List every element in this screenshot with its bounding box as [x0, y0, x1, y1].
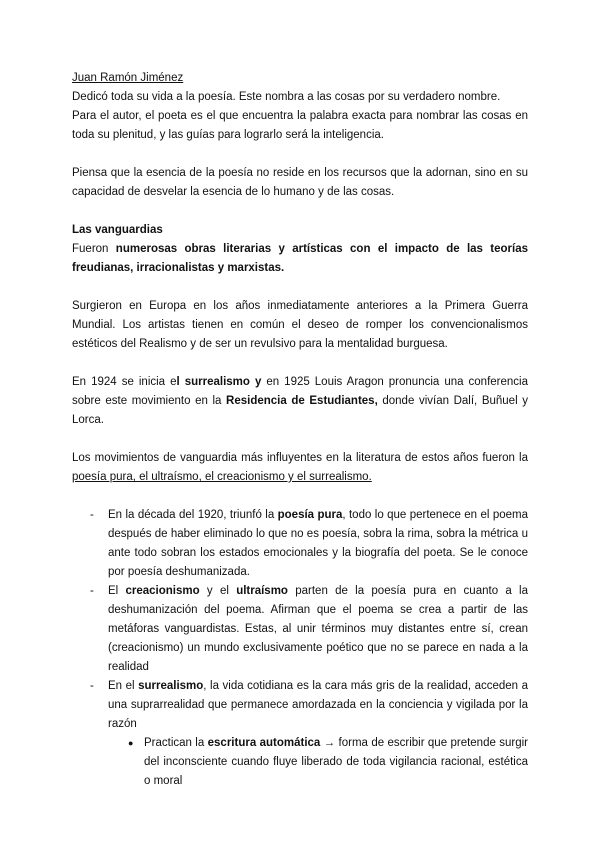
- dash-marker: -: [90, 585, 94, 597]
- paragraph-4: Surgieron en Europa en los años inmediatamente anteriores a la Primera Guerra Mundial. Los artistas tienen en común el deseo de romper los convencionalismos estéticos del Realismo y de ser un revulsivo para la mentalidad burguesa.: [72, 300, 528, 350]
- item2-a: El: [108, 585, 126, 597]
- document-page: [72, 69, 528, 791]
- sub-list-item: [72, 734, 528, 791]
- sub1-b: escritura automática: [207, 737, 321, 749]
- paragraph-6: [72, 449, 528, 487]
- paragraph-1: Dedicó toda su vida a la poesía. Este nombra a las cosas por su verdadero nombre.: [72, 91, 501, 103]
- vanguardias-title: Las vanguardias: [72, 224, 163, 236]
- list-item: [72, 677, 528, 734]
- list-item: [72, 582, 528, 677]
- paragraph-5: [72, 373, 528, 430]
- paragraph-2: Para el autor, el poeta es el que encuentra la palabra exacta para nombrar las cosas en toda su plenitud, y las guías para lograrlo será la inteligencia.: [72, 110, 528, 141]
- item3-b: surrealismo: [138, 680, 204, 692]
- list-item: [72, 506, 528, 582]
- p5-e: donde vivían Dalí, Buñuel y Lorca.: [72, 395, 528, 426]
- movements-list: [72, 506, 528, 734]
- p5-d: Residencia de Estudiantes,: [226, 395, 378, 407]
- paragraph-3: Piensa que la esencia de la poesía no reside en los recursos que la adornan, sino en su capacidad de desvelar la esencia de lo humano y de las cosas.: [72, 167, 528, 198]
- paragraph-vanguardias: [72, 240, 528, 278]
- item3-a: En el: [108, 680, 139, 692]
- p5-b: l surrealismo y: [176, 376, 262, 388]
- p6-underlined: poesía pura, el ultraísmo, el creacionismo y el surrealismo.: [72, 471, 372, 483]
- item1-c: , todo lo que pertenece en el poema después de haber eliminado lo que no es poesía, sobra la rima, sobra la métrica u ante todo sobran los estados emocionales y la biografía del poeta. Se le conoce por poesía deshumanizada.: [108, 509, 528, 578]
- dash-marker: -: [90, 509, 94, 521]
- sub1-a: Practican la: [144, 737, 208, 749]
- dash-marker: -: [90, 680, 94, 692]
- item1-a: En la década del 1920, triunfó la: [108, 509, 278, 521]
- item2-e: parten de la poesía pura en cuanto a la deshumanización del poema. Afirman que el poema se crea a partir de las metáforas vanguardistas. Estas, al unir términos muy distantes entre sí, crean (creacionismo) un mundo exclusivamente poético que no se parece en nada a la realidad: [108, 585, 528, 673]
- heading-text: Juan Ramón Jiménez: [72, 72, 184, 84]
- bullet-dot-icon: ●: [128, 738, 134, 748]
- p5-c: en 1925 Louis Aragon pronuncia una conferencia sobre este movimiento en la: [72, 376, 528, 407]
- item2-d: ultraísmo: [236, 585, 288, 597]
- sub1-c: → forma de escribir que pretende surgir del inconsciente cuando fluye liberado de toda vigilancia racional, estética o moral: [144, 737, 528, 787]
- p5-a: En 1924 se inicia e: [72, 376, 177, 388]
- v1-pre: Fueron: [72, 243, 116, 255]
- p6-a: Los movimientos de vanguardia más influyentes en la literatura de estos años fueron la: [72, 452, 528, 464]
- item3-c: , la vida cotidiana es la cara más gris de la realidad, acceden a una suprarrealidad que permanece amordazada en la conciencia y vigilada por la razón: [108, 680, 528, 730]
- v1-bold: numerosas obras literarias y artísticas con el impacto de las teorías freudianas, irracionalistas y marxistas.: [72, 243, 529, 274]
- sub-list: [72, 734, 528, 791]
- item2-c: y el: [199, 585, 237, 597]
- section-heading-juan-ramon: [72, 69, 528, 88]
- item1-b: poesía pura: [277, 509, 343, 521]
- item2-b: creacionismo: [125, 585, 200, 597]
- section-heading-vanguardias: [72, 221, 528, 240]
